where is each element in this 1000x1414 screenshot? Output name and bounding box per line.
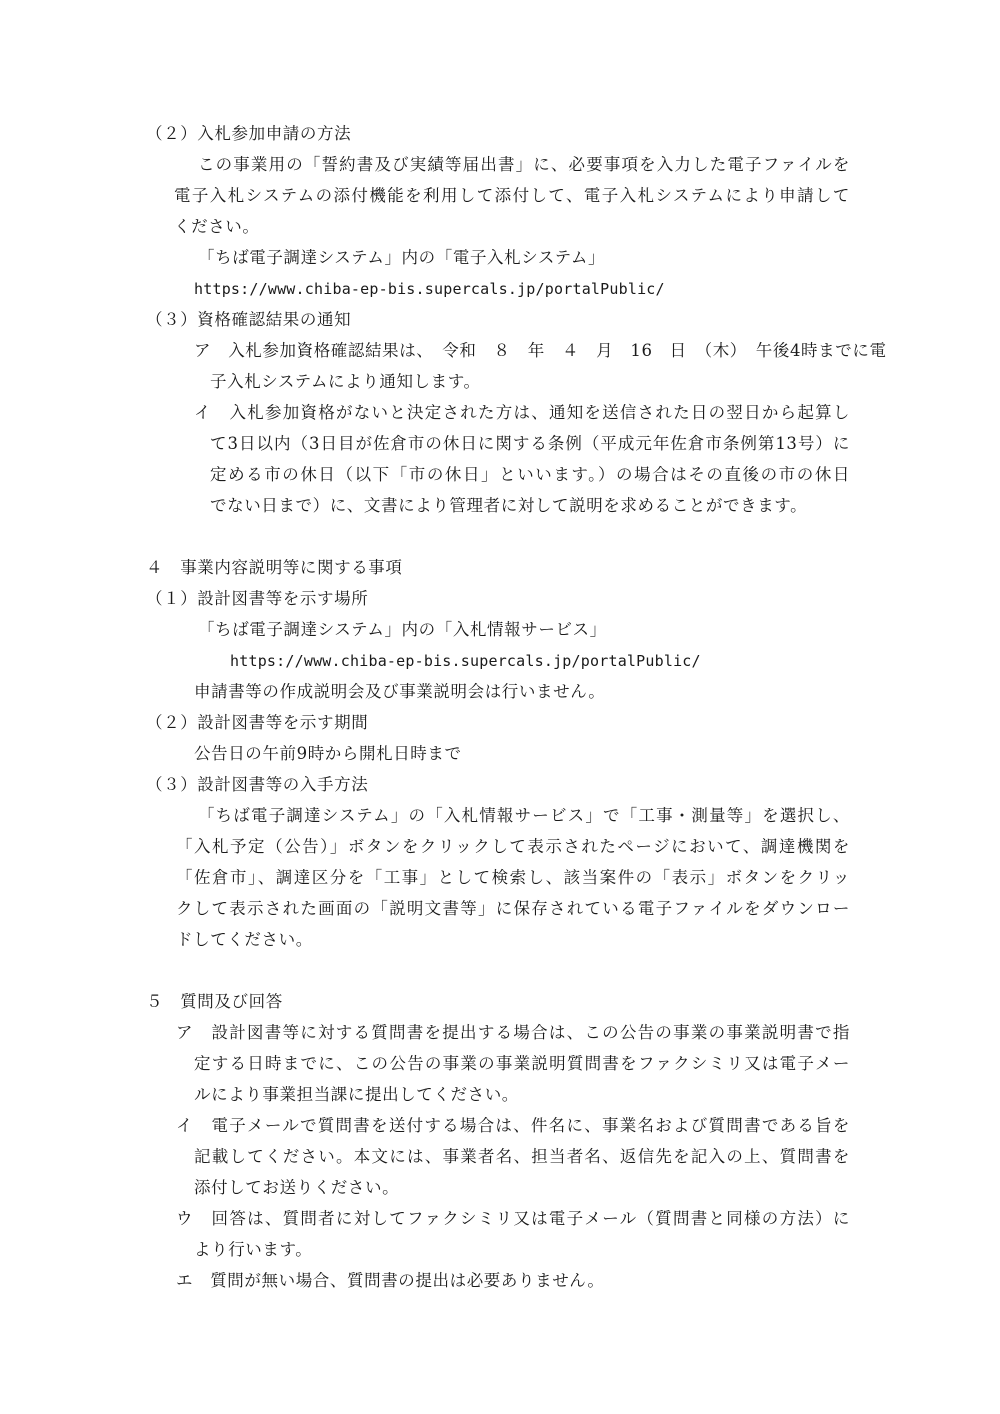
list-item-e: エ 質問が無い場合、質問書の提出は必要ありません。	[176, 1271, 605, 1290]
subsection-heading-acquisition: （３）設計図書等の入手方法	[146, 775, 369, 794]
list-item-u: ウ 回答は、質問者に対してファクシミリ又は電子メール（質問書と同様の方法）に	[176, 1209, 850, 1228]
list-item-a-continued: ルにより事業担当課に提出してください。	[194, 1085, 519, 1104]
system-url: https://www.chiba-ep-bis.supercals.jp/portalPublic/	[194, 280, 665, 298]
section-heading-4: ４ 事業内容説明等に関する事項	[146, 558, 403, 577]
paragraph-line: この事業用の「誓約書及び実績等届出書」に、必要事項を入力した電子ファイルを	[198, 155, 850, 174]
system-url: https://www.chiba-ep-bis.supercals.jp/portalPublic/	[230, 652, 701, 670]
list-item-a-continued: 子入札システムにより通知します。	[210, 372, 481, 391]
system-name: 「ちば電子調達システム」内の「入札情報サービス」	[198, 620, 607, 639]
list-item-a: ア 設計図書等に対する質問書を提出する場合は、この公告の事業の事業説明書で指	[176, 1023, 850, 1042]
list-item-a: ア 入札参加資格確認結果は、 令和 ８ 年 ４ 月 16 日 （木） 午後4時までに電	[194, 341, 887, 360]
note-text: 申請書等の作成説明会及び事業説明会は行いません。	[194, 682, 606, 701]
list-item-i-continued: でない日まで）に、文書により管理者に対して説明を求めることができます。	[210, 496, 808, 515]
list-item-i: イ 電子メールで質問書を送付する場合は、件名に、事業名および質問書である旨を	[176, 1116, 850, 1135]
list-item-i-continued: 定める市の休日（以下「市の休日」といいます。）の場合はその直後の市の休日	[210, 465, 850, 484]
paragraph-line: 電子入札システムの添付機能を利用して添付して、電子入札システムにより申請して	[174, 186, 850, 205]
system-name: 「ちば電子調達システム」内の「電子入札システム」	[198, 248, 606, 267]
period-text: 公告日の午前9時から開札日時まで	[194, 744, 462, 763]
list-item-a-continued: 定する日時までに、この公告の事業の事業説明質問書をファクシミリ又は電子メー	[194, 1054, 850, 1073]
subsection-heading-location: （１）設計図書等を示す場所	[146, 589, 369, 608]
list-item-i-continued: て3日以内（3日目が佐倉市の休日に関する条例（平成元年佐倉市条例第13号）に	[210, 434, 850, 453]
list-item-u-continued: より行います。	[194, 1240, 313, 1259]
subsection-heading-period: （２）設計図書等を示す期間	[146, 713, 369, 732]
list-item-i-continued: 添付してお送りください。	[194, 1178, 400, 1197]
paragraph-line: クして表示された画面の「説明文書等」に保存されている電子ファイルをダウンロー	[176, 899, 850, 918]
list-item-i-continued: 記載してください。本文には、事業者名、担当者名、返信先を記入の上、質問書を	[194, 1147, 850, 1166]
paragraph-line: ください。	[174, 217, 260, 236]
paragraph-line: 「佐倉市」、調達区分を「工事」として検索し、該当案件の「表示」ボタンをクリッ	[176, 868, 850, 887]
section-heading-application-method: （２）入札参加申請の方法	[146, 124, 352, 143]
list-item-i: イ 入札参加資格がないと決定された方は、通知を送信された日の翌日から起算し	[194, 403, 850, 422]
paragraph-line: 「ちば電子調達システム」の「入札情報サービス」で「工事・測量等」を選択し、	[198, 806, 850, 825]
paragraph-line: ドしてください。	[176, 930, 313, 949]
section-heading-5: ５ 質問及び回答	[146, 992, 283, 1011]
paragraph-line: 「入札予定（公告）」ボタンをクリックして表示されたページにおいて、調達機関を	[176, 837, 850, 856]
section-heading-notification: （３）資格確認結果の通知	[146, 310, 352, 329]
